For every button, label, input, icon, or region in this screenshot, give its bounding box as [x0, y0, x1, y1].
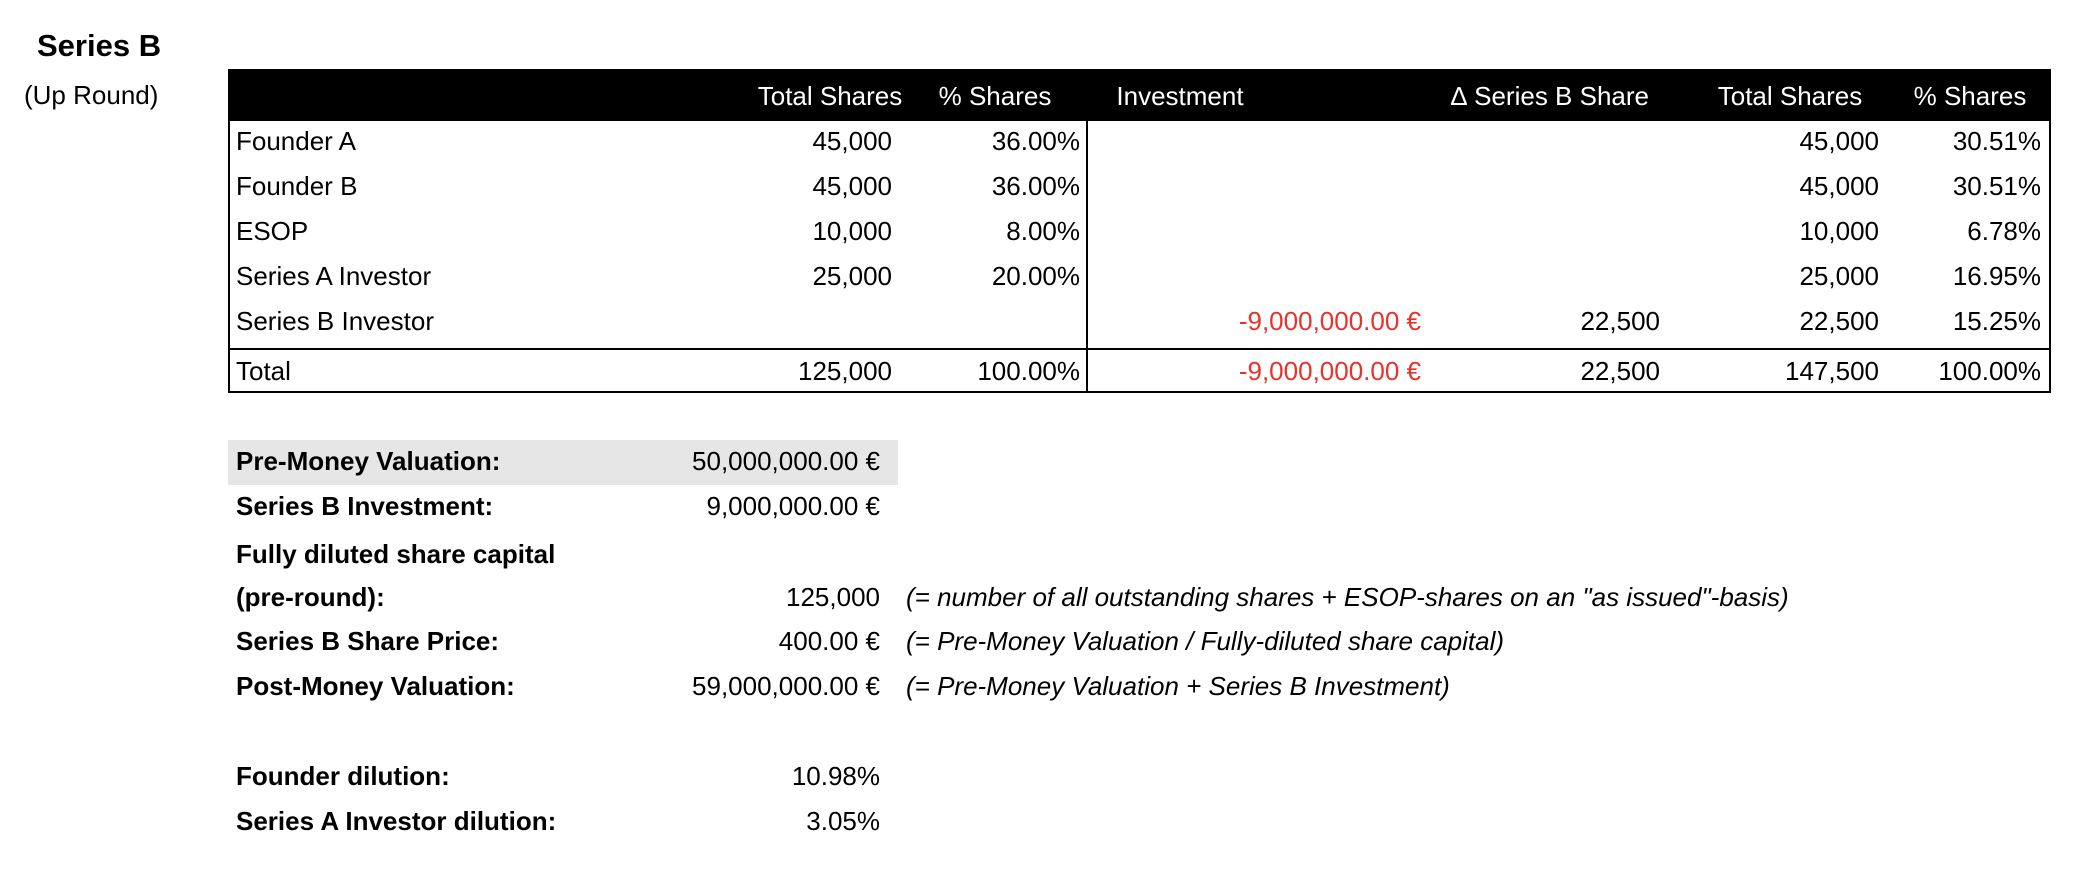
table-row-pre-shares[interactable]: 45,000 — [812, 126, 892, 156]
investment-value[interactable]: 9,000,000.00 € — [706, 491, 880, 521]
total-row-pre-shares[interactable]: 125,000 — [798, 356, 892, 386]
post-money-label: Post-Money Valuation: — [236, 671, 515, 701]
table-row-pre-pct[interactable]: 36.00% — [991, 126, 1080, 156]
share-price-label: Series B Share Price: — [236, 626, 500, 656]
table-row-post-shares[interactable]: 45,000 — [1799, 126, 1879, 156]
table-row-post-pct[interactable]: 16.95% — [1952, 261, 2041, 291]
table-row-pre-pct[interactable]: 36.00% — [991, 171, 1080, 201]
post-money-value[interactable]: 59,000,000.00 € — [692, 671, 880, 701]
founder-dilution-value[interactable]: 10.98% — [791, 761, 880, 791]
cap-table — [228, 69, 2051, 393]
table-row-pre-pct[interactable]: 20.00% — [991, 261, 1080, 291]
series-a-dilution-label: Series A Investor dilution: — [236, 806, 557, 836]
table-row-name: Series A Investor — [236, 261, 432, 291]
total-row-post-shares[interactable]: 147,500 — [1785, 356, 1879, 386]
table-row-post-pct[interactable]: 6.78% — [1967, 216, 2041, 246]
table-row-name: Founder A — [236, 126, 356, 156]
table-row-post-shares[interactable]: 45,000 — [1799, 171, 1879, 201]
table-row-pre-shares[interactable]: 45,000 — [812, 171, 892, 201]
column-divider — [1086, 119, 1088, 393]
total-row-name: Total — [236, 356, 291, 386]
table-row-delta[interactable]: 22,500 — [1580, 306, 1660, 336]
pre-money-label: Pre-Money Valuation: — [236, 446, 501, 476]
header-delta-series-b-share: ∆ Series B Share — [1451, 81, 1649, 111]
total-row-delta[interactable]: 22,500 — [1580, 356, 1660, 386]
series-a-dilution-value[interactable]: 3.05% — [806, 806, 880, 836]
table-row-investment[interactable]: -9,000,000.00 € — [1238, 306, 1421, 336]
total-row-investment[interactable]: -9,000,000.00 € — [1238, 356, 1421, 386]
share-price-note: (= Pre-Money Valuation / Fully-diluted share capital) — [906, 626, 1505, 656]
section-title: Series B — [37, 28, 162, 63]
section-subtitle: (Up Round) — [24, 80, 159, 110]
share-capital-note: (= number of all outstanding shares + ESOP-shares on an "as issued"-basis) — [906, 582, 1789, 612]
total-row-pre-pct[interactable]: 100.00% — [977, 356, 1080, 386]
table-row-post-shares[interactable]: 22,500 — [1799, 306, 1879, 336]
table-row-pre-pct[interactable]: 8.00% — [1006, 216, 1080, 246]
table-row-pre-shares[interactable]: 10,000 — [812, 216, 892, 246]
share-price-value[interactable]: 400.00 € — [778, 626, 880, 656]
header-total-shares-pre: Total Shares — [757, 81, 903, 111]
table-row-name: Series B Investor — [236, 306, 434, 336]
investment-label: Series B Investment: — [236, 491, 494, 521]
total-row-post-pct[interactable]: 100.00% — [1938, 356, 2041, 386]
table-row-post-shares[interactable]: 10,000 — [1799, 216, 1879, 246]
table-row-post-pct[interactable]: 30.51% — [1952, 126, 2041, 156]
founder-dilution-label: Founder dilution: — [236, 761, 450, 791]
table-row-name: Founder B — [236, 171, 358, 201]
header-total-shares-post: Total Shares — [1717, 81, 1863, 111]
table-row-post-pct[interactable]: 15.25% — [1952, 306, 2041, 336]
share-capital-label-1: Fully diluted share capital — [236, 539, 556, 569]
header-pct-shares-pre: % Shares — [938, 81, 1052, 111]
table-row-pre-pct[interactable] — [760, 299, 1080, 344]
table-row-post-shares[interactable]: 25,000 — [1799, 261, 1879, 291]
table-row-post-pct[interactable]: 30.51% — [1952, 171, 2041, 201]
header-investment: Investment — [1116, 81, 1244, 111]
header-pct-shares-post: % Shares — [1913, 81, 2027, 111]
post-money-note: (= Pre-Money Valuation + Series B Investment) — [906, 671, 1450, 701]
share-capital-value[interactable]: 125,000 — [786, 582, 880, 612]
table-row-pre-shares[interactable]: 25,000 — [812, 261, 892, 291]
pre-money-value[interactable]: 50,000,000.00 € — [692, 446, 880, 476]
share-capital-label-2: (pre-round): — [236, 582, 385, 612]
table-row-name: ESOP — [236, 216, 309, 246]
